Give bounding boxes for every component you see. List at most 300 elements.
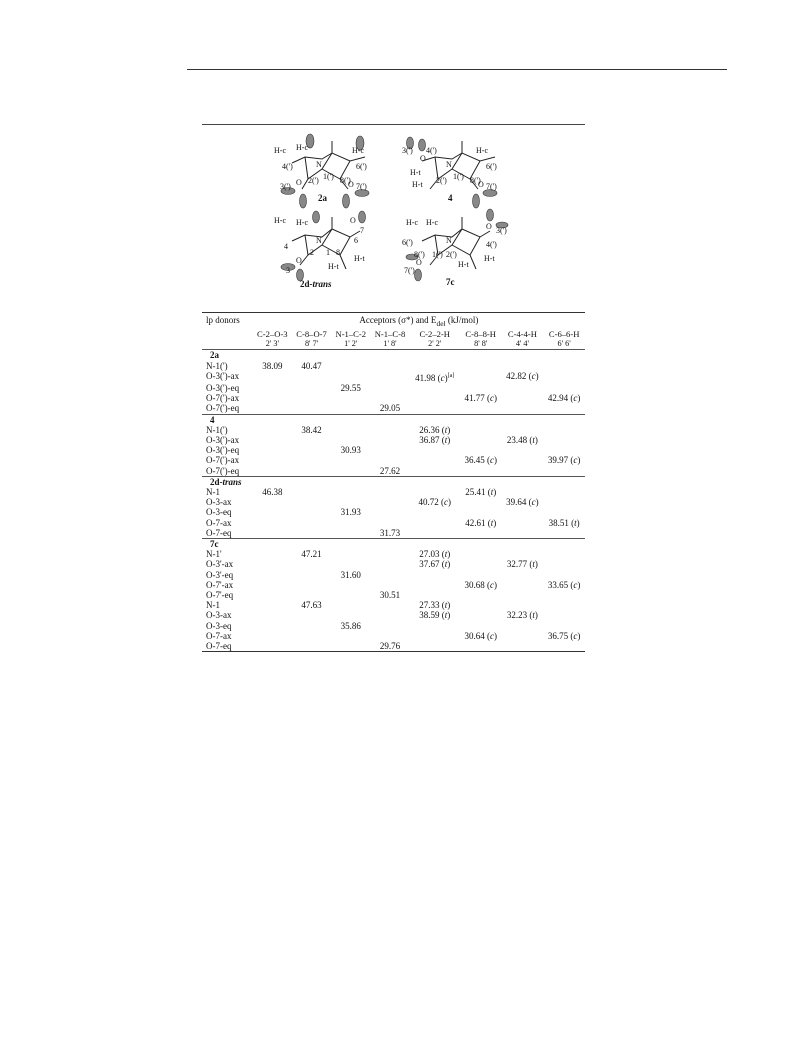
atom-label: 4('): [282, 162, 293, 171]
table-cell: 41.77 (c): [464, 393, 497, 404]
group-row-4: [202, 539, 585, 550]
table-cell: [331, 361, 370, 371]
donor-label: O-3'-eq: [206, 569, 234, 580]
column-name-row: [202, 329, 585, 339]
atom-label: N: [446, 160, 452, 169]
table-cell: [410, 621, 460, 631]
donor-label: O-3-eq: [206, 507, 232, 518]
table-cell: [502, 393, 544, 403]
table-cell: [331, 487, 370, 497]
blank-cell: [253, 539, 292, 550]
table-cell: [543, 466, 585, 477]
table-cell: 31.93: [340, 507, 361, 518]
table-cell: [410, 507, 460, 517]
blank-cell: [410, 476, 460, 487]
atom-label: 3('): [496, 226, 507, 235]
column-header: N-1–C-8: [374, 329, 406, 339]
table-cell: 29.76: [370, 641, 409, 652]
blank-cell: [502, 476, 544, 487]
donor-label: N-1: [206, 600, 220, 611]
table-cell: 26.36 (t): [419, 424, 451, 435]
atom-label: N: [316, 160, 322, 169]
atom-label: N: [446, 236, 452, 245]
table-cell: 27.33 (t): [419, 600, 451, 611]
table-cell: [253, 383, 292, 393]
atom-label: O: [478, 180, 484, 189]
column-header: C-2–2-H: [419, 329, 450, 339]
table-cell: [460, 466, 502, 477]
table-cell: [331, 641, 370, 652]
table-cell: [370, 518, 409, 528]
table-row: [202, 610, 585, 620]
table-cell: [370, 487, 409, 497]
table-cell: [370, 549, 409, 559]
donor-label: O-7-eq: [202, 641, 253, 652]
table-cell: [543, 641, 585, 652]
table-cell: [253, 580, 292, 590]
table-cell: [370, 383, 409, 393]
table-cell: [460, 425, 502, 435]
table-cell: [502, 455, 544, 465]
atom-label: 7('): [486, 182, 497, 191]
table-cell: 30.93: [340, 445, 361, 456]
table-cell: [543, 361, 585, 371]
group-row-1: [202, 350, 585, 361]
donor-label: O-3(')-eq: [206, 383, 240, 394]
group-name-text: 7c: [210, 539, 219, 550]
atom-label: 8: [336, 248, 340, 257]
table-cell: [292, 590, 331, 600]
atom-label: H-c: [296, 143, 308, 152]
table-row: [202, 570, 585, 580]
table-cell: [502, 403, 544, 414]
table-cell: 23.48 (t): [506, 435, 538, 446]
atom-label: 7: [360, 226, 364, 235]
column-sub-header: 1' 2': [344, 339, 358, 349]
table-cell: 42.94 (c): [547, 393, 581, 404]
structure-label: 4: [448, 193, 453, 203]
atom-label: H-t: [484, 254, 495, 263]
table-row: [202, 487, 585, 497]
atom-label: O: [350, 216, 356, 225]
acceptors-header-sub: del: [436, 318, 446, 328]
table-cell: [502, 466, 544, 477]
donor-label: N-1: [206, 487, 220, 498]
table-cell: [292, 403, 331, 414]
table-cell: [502, 600, 544, 610]
table-row: [202, 393, 585, 403]
donor-label: N-1('): [206, 360, 228, 371]
table-cell: 39.64 (c): [506, 497, 539, 508]
table-cell: [253, 455, 292, 465]
table-cell: [543, 621, 585, 631]
column-sub-header: 1' 8': [383, 339, 397, 349]
atom-label: 3: [286, 266, 290, 275]
table-cell: 29.55: [340, 383, 361, 394]
table-row: [202, 425, 585, 435]
table-cell: [253, 445, 292, 455]
blank-cell: [253, 476, 292, 487]
table-cell: [331, 600, 370, 610]
table-cell: [543, 559, 585, 569]
table-cell: [543, 371, 585, 383]
table-cell: [370, 570, 409, 580]
table-cell: [292, 518, 331, 528]
donor-label: O-3-ax: [206, 610, 232, 621]
blank-cell: [253, 350, 292, 361]
atom-label: 2: [310, 248, 314, 257]
table-cell: 42.61 (t): [465, 517, 497, 528]
table-cell: [253, 559, 292, 569]
table-cell: [253, 371, 292, 383]
column-header: C-2–O-3: [257, 329, 288, 339]
blank-cell: [460, 476, 502, 487]
table-cell: [292, 528, 331, 539]
table-cell: [370, 497, 409, 507]
table-cell: 36.75 (c): [547, 630, 581, 641]
table-row: [202, 445, 585, 455]
table-cell: [292, 466, 331, 477]
column-sub-header: 8' 8': [474, 339, 488, 349]
table-cell: 38.42: [301, 424, 322, 435]
column-header: C-6–6-H: [548, 329, 580, 339]
atom-label: H-c: [352, 146, 364, 155]
donor-label: O-7(')-ax: [206, 455, 240, 466]
table-cell: [253, 549, 292, 559]
table-cell: [253, 403, 292, 414]
table-cell: [460, 590, 502, 600]
blank-cell: [202, 329, 253, 339]
table-cell: [410, 518, 460, 528]
group-name-text: 2a: [210, 350, 219, 361]
donor-label: O-7'-eq: [206, 590, 234, 601]
table-row: [202, 580, 585, 590]
blank-cell: [202, 339, 253, 350]
table-cell: [253, 590, 292, 600]
table-cell: [502, 549, 544, 559]
table-cell: [253, 600, 292, 610]
column-sub-header: 6' 6': [557, 339, 571, 349]
table-cell: [292, 445, 331, 455]
blank-cell: [460, 350, 502, 361]
atom-label: H-t: [354, 254, 365, 263]
table-row: [202, 383, 585, 393]
table-cell: [502, 445, 544, 455]
table-cell: [331, 435, 370, 445]
table-cell: [502, 361, 544, 371]
table-cell: 31.73: [379, 527, 401, 538]
nbo-energy-table: [202, 312, 585, 652]
table-cell: [370, 559, 409, 569]
table-cell: [292, 580, 331, 590]
table-cell: [502, 590, 544, 600]
table-cell: [460, 507, 502, 517]
table-cell: [410, 445, 460, 455]
table-cell: [292, 497, 331, 507]
table-cell: [543, 445, 585, 455]
atom-label: O: [420, 154, 426, 163]
table-cell: [370, 621, 409, 631]
atom-label: 3('): [280, 182, 291, 191]
table-cell: [331, 580, 370, 590]
blank-cell: [292, 350, 331, 361]
blank-cell: [370, 476, 409, 487]
table-cell: [543, 507, 585, 517]
donor-label: O-7'-ax: [206, 579, 234, 590]
table-cell: [331, 528, 370, 539]
atom-label: 8('): [414, 250, 425, 259]
structure-2a: [274, 134, 369, 208]
atom-label: 4('): [486, 240, 497, 249]
table-cell: [370, 610, 409, 620]
table-cell: 32.23 (t): [506, 610, 538, 621]
table-cell: [253, 528, 292, 539]
table-cell: [460, 641, 502, 652]
atom-label: 7('): [356, 182, 367, 191]
corner-header: lp donors: [206, 315, 240, 325]
structure-label: 2a: [318, 193, 327, 203]
table-cell: [253, 570, 292, 580]
group-name: [202, 476, 253, 487]
table-cell: [370, 580, 409, 590]
table-cell: [460, 570, 502, 580]
donor-label: O-3-eq: [206, 620, 232, 631]
blank-cell: [331, 476, 370, 487]
table-row: [202, 549, 585, 559]
blank-cell: [331, 414, 370, 425]
table-cell: [460, 435, 502, 445]
table-cell: [410, 393, 460, 403]
atom-label: 2('): [308, 176, 319, 185]
table-cell: 41.98 (c)[a]: [415, 372, 455, 383]
table-cell: [460, 559, 502, 569]
table-cell: [410, 641, 460, 652]
donor-label: O-7-ax: [206, 517, 232, 528]
table-cell: [370, 507, 409, 517]
table-cell: 33.65 (c): [547, 579, 581, 590]
table-cell: [502, 621, 544, 631]
blank-cell: [331, 350, 370, 361]
acceptors-header-text: Acceptors (σ*) and E: [359, 315, 437, 325]
table-cell: [460, 549, 502, 559]
atom-label: 6('): [356, 162, 367, 171]
column-header: N-1–C-2: [335, 329, 367, 339]
table-row: [202, 528, 585, 539]
table-cell: [253, 641, 292, 652]
table-cell: [543, 425, 585, 435]
table-cell: 38.09: [262, 360, 283, 371]
table-row: [202, 631, 585, 641]
table-row: [202, 466, 585, 477]
atom-label: 4: [284, 242, 288, 251]
page-header-rule: [187, 69, 727, 70]
table-cell: [502, 507, 544, 517]
table-cell: [370, 425, 409, 435]
table-cell: [331, 631, 370, 641]
table-cell: 29.05: [379, 403, 401, 414]
table-cell: [460, 600, 502, 610]
table-cell: 27.62: [379, 465, 401, 476]
table-cell: [253, 621, 292, 631]
table-header-row: [202, 313, 585, 329]
table-cell: 40.47: [301, 360, 322, 371]
table-cell: [543, 403, 585, 414]
table-cell: [410, 570, 460, 580]
donor-label: O-7(')-eq: [206, 465, 240, 476]
table-cell: [292, 371, 331, 383]
column-sub-header: 4' 4': [515, 339, 529, 349]
table-cell: [292, 435, 331, 445]
atom-label: H-t: [328, 262, 339, 271]
table-cell: [460, 528, 502, 539]
blank-cell: [410, 414, 460, 425]
table-row: [202, 361, 585, 371]
table-row: [202, 641, 585, 652]
table-cell: [460, 383, 502, 393]
table-cell: [292, 383, 331, 393]
table-cell: [460, 445, 502, 455]
table-cell: 38.59 (t): [419, 610, 451, 621]
table-cell: [292, 507, 331, 517]
atom-label: H-t: [410, 168, 421, 177]
table-cell: 42.82 (c): [506, 370, 539, 381]
table-cell: [460, 371, 502, 383]
table-cell: 30.64 (c): [464, 630, 497, 641]
donor-label: O-3(')-ax: [206, 370, 240, 381]
blank-cell: [410, 539, 460, 550]
donor-label: O-3(')-ax: [206, 435, 240, 446]
atom-label: O: [416, 258, 422, 267]
blank-cell: [543, 414, 585, 425]
table-cell: [410, 361, 460, 371]
table-cell: [253, 610, 292, 620]
blank-cell: [370, 539, 409, 550]
donor-label: O-7(')-ax: [206, 393, 240, 404]
table-top-rule: [202, 124, 585, 125]
table-cell: [502, 580, 544, 590]
table-cell: [410, 455, 460, 465]
table-cell: 38.51 (t): [548, 517, 580, 528]
table-cell: [370, 361, 409, 371]
table-cell: [331, 425, 370, 435]
atom-label: N: [316, 236, 322, 245]
table-cell: [331, 455, 370, 465]
blank-cell: [253, 414, 292, 425]
table-cell: [253, 435, 292, 445]
table-row: [202, 559, 585, 569]
column-sub-header: 2' 3': [265, 339, 279, 349]
atom-label: 7('): [404, 266, 415, 275]
table-cell: [410, 466, 460, 477]
acceptors-header-unit: (kJ/mol): [445, 315, 479, 325]
atom-label: H-t: [412, 180, 423, 189]
blank-cell: [543, 539, 585, 550]
blank-cell: [502, 539, 544, 550]
table-cell: [331, 403, 370, 414]
table-cell: [292, 487, 331, 497]
table-cell: [502, 631, 544, 641]
table-cell: [543, 497, 585, 507]
atom-label: 8('): [340, 176, 351, 185]
table-cell: [331, 559, 370, 569]
atom-label: 6: [354, 236, 358, 245]
table-cell: [410, 528, 460, 539]
table-cell: 30.51: [379, 590, 401, 601]
atom-label: 1('): [453, 172, 464, 181]
table-cell: [253, 466, 292, 477]
table-cell: [410, 590, 460, 600]
atom-label: 2('): [436, 176, 447, 185]
table-cell: [292, 393, 331, 403]
blank-cell: [543, 476, 585, 487]
donor-label: O-7-ax: [206, 630, 232, 641]
donor-label: N-1': [206, 549, 222, 560]
table-cell: 46.38: [262, 487, 283, 498]
table-cell: [543, 528, 585, 539]
blank-cell: [502, 350, 544, 361]
table-cell: [331, 371, 370, 383]
table-cell: 47.63: [301, 600, 322, 611]
table-cell: [410, 580, 460, 590]
atom-label: H-c: [406, 218, 418, 227]
acceptors-header: [253, 313, 585, 329]
atom-label: 6('): [402, 238, 413, 247]
table-cell: 36.45 (c): [464, 455, 497, 466]
table-cell: [370, 435, 409, 445]
table-row: [202, 371, 585, 383]
table-cell: [370, 631, 409, 641]
table-cell: [292, 455, 331, 465]
column-header: C-8–8-H: [465, 329, 496, 339]
table-cell: [292, 641, 331, 652]
blank-cell: [331, 539, 370, 550]
table-row: [202, 600, 585, 610]
table-cell: [410, 631, 460, 641]
atom-label: H-c: [426, 218, 438, 227]
table-cell: [460, 361, 502, 371]
table-row: [202, 497, 585, 507]
atom-label: O: [296, 256, 302, 265]
structure-label: 2d-trans: [300, 279, 332, 289]
table-cell: 31.60: [340, 569, 361, 580]
column-sub-header: 2' 2': [428, 339, 442, 349]
blank-cell: [292, 414, 331, 425]
blank-cell: [460, 539, 502, 550]
column-header: C-8–O-7: [296, 329, 327, 339]
table-cell: [331, 518, 370, 528]
group-name-italic: trans: [222, 476, 242, 487]
atom-label: H-c: [274, 146, 286, 155]
table-cell: 39.97 (c): [547, 455, 581, 466]
atom-label: H-c: [296, 218, 308, 227]
atom-label: H-c: [476, 146, 488, 155]
table-cell: 30.68 (c): [464, 579, 497, 590]
structure-label: 7c: [446, 277, 455, 287]
table-row: [202, 403, 585, 414]
blank-cell: [292, 476, 331, 487]
table-cell: [370, 371, 409, 383]
atom-label: 1('): [323, 172, 334, 181]
structure-4: [402, 137, 497, 208]
table-cell: [410, 403, 460, 414]
atom-label: H-t: [458, 260, 469, 269]
table-cell: [460, 403, 502, 414]
group-name-text: 2d-: [210, 476, 223, 487]
table-cell: [331, 393, 370, 403]
group-name: [202, 350, 253, 361]
structure-2d-trans: [274, 211, 366, 289]
table-cell: 40.72 (c): [418, 497, 451, 508]
